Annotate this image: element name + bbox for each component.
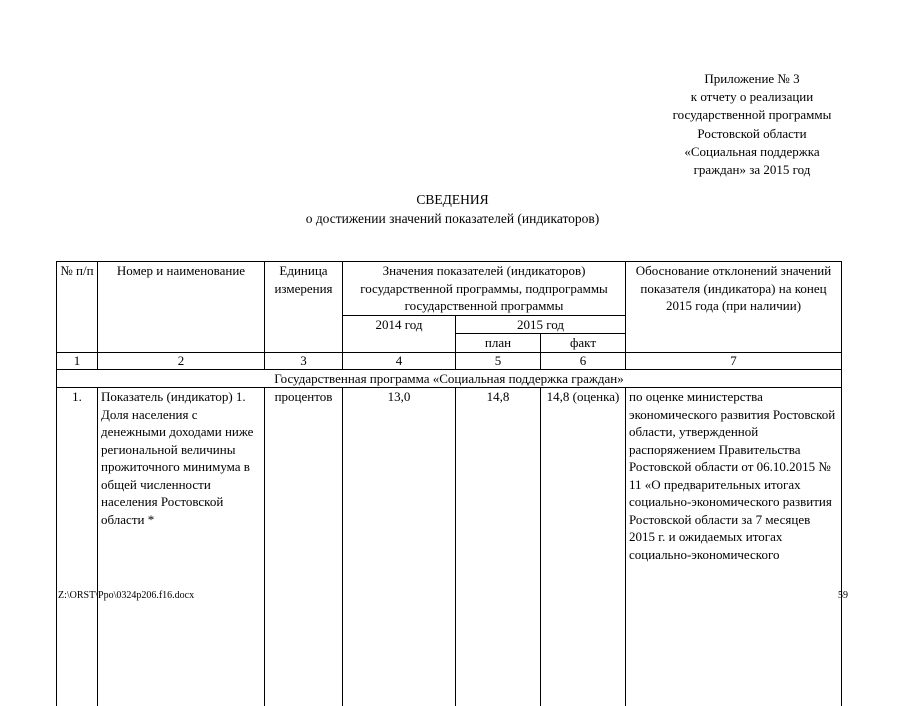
appendix-line: Приложение № 3 — [622, 70, 882, 88]
appendix-line: «Социальная поддержка — [622, 143, 882, 161]
row-fact-2015: 14,8 (оценка) — [541, 388, 626, 706]
header-fact: факт — [541, 334, 626, 353]
header-plan: план — [456, 334, 541, 353]
header-2014: 2014 год — [343, 315, 456, 352]
indicators-table — [56, 261, 842, 706]
column-number: 5 — [456, 352, 541, 369]
title-heading: СВЕДЕНИЯ — [0, 191, 905, 210]
column-number: 4 — [343, 352, 456, 369]
row-plan-2015: 14,8 — [456, 388, 541, 706]
column-number-row — [57, 352, 842, 369]
header-row — [57, 262, 842, 316]
header-reason: Обоснование отклонений значений показателя (индикатора) на конец 2015 года (при наличии) — [626, 262, 842, 353]
column-number: 1 — [57, 352, 98, 369]
section-title: Государственная программа «Социальная поддержка граждан» — [57, 369, 842, 388]
header-values: Значения показателей (индикаторов) государственной программы, подпрограммы государственной программы — [343, 262, 626, 316]
appendix-line: к отчету о реализации — [622, 88, 882, 106]
column-number: 2 — [98, 352, 265, 369]
appendix-line: государственной программы — [622, 106, 882, 124]
row-name: Показатель (индикатор) 1. Доля населения с денежными доходами ниже региональной величины прожиточного минимума в общей численности населения Ростовской области * — [98, 388, 265, 706]
section-row — [57, 369, 842, 388]
row-value-2014: 13,0 — [343, 388, 456, 706]
document-title — [0, 191, 905, 228]
row-reason: по оценке министерства экономического развития Ростовской области, утвержденной распоряжением Правительства Ростовской области от 06.10.2015 № 11 «О предварительных итогах социально-экономического развития Ростовской области за 7 месяцев 2015 г. и ожидаемых итогах социально-экономического — [626, 388, 842, 706]
appendix-line: Ростовской области — [622, 125, 882, 143]
appendix-note — [622, 70, 882, 179]
footer-page-number: 59 — [800, 590, 848, 601]
header-name: Номер и наименование — [98, 262, 265, 353]
footer-file-path: Z:\ORST\Ppo\0324p206.f16.docx — [58, 590, 194, 601]
appendix-line: граждан» за 2015 год — [622, 161, 882, 179]
header-num: № п/п — [57, 262, 98, 353]
row-unit: процентов — [265, 388, 343, 706]
column-number: 7 — [626, 352, 842, 369]
column-number: 6 — [541, 352, 626, 369]
column-number: 3 — [265, 352, 343, 369]
table-row — [57, 388, 842, 706]
title-subheading: о достижении значений показателей (индикаторов) — [0, 210, 905, 229]
header-unit: Единица измерения — [265, 262, 343, 353]
row-num: 1. — [57, 388, 98, 706]
header-2015: 2015 год — [456, 315, 626, 334]
